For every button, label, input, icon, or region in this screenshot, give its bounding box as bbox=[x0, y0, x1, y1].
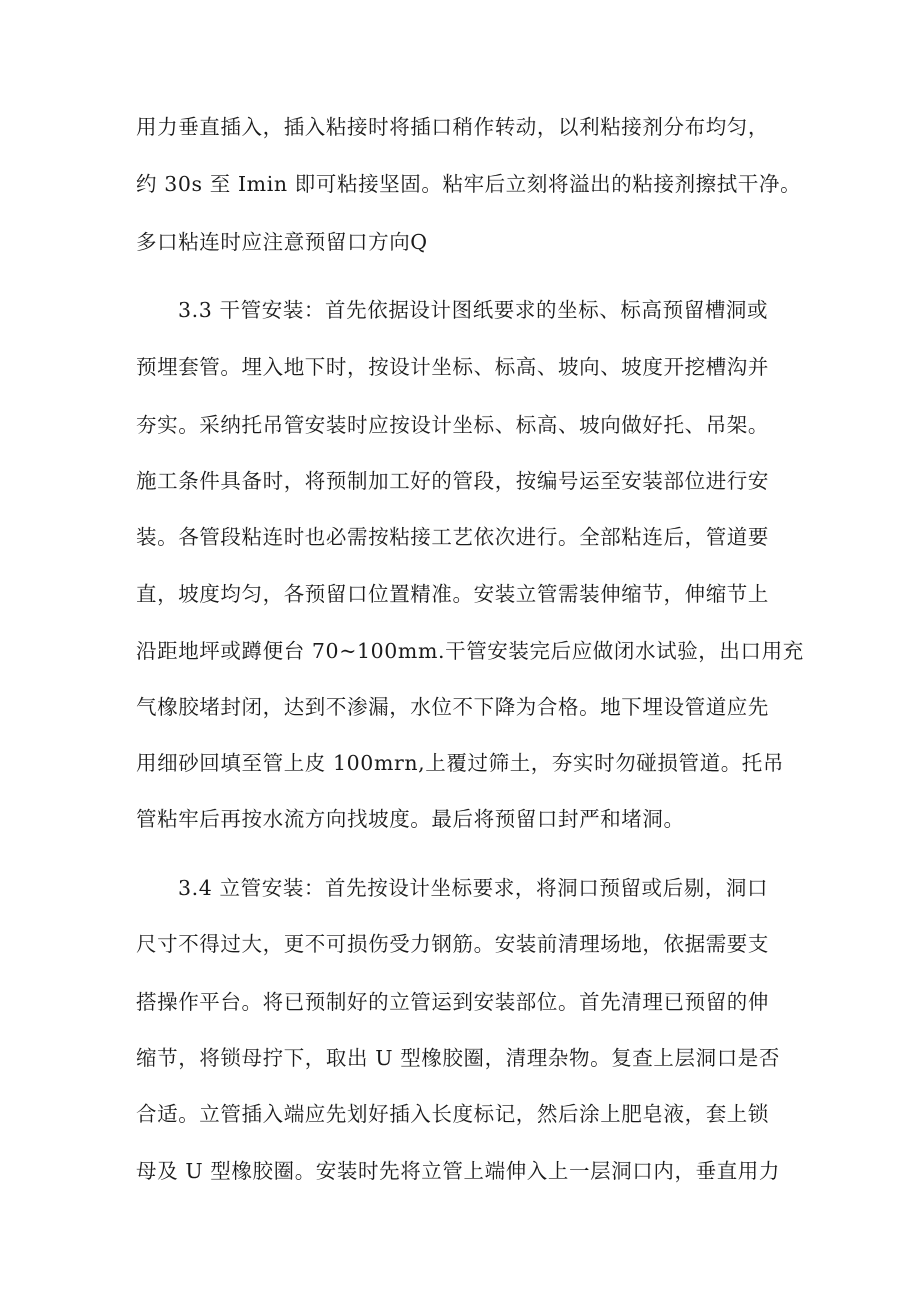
text-line: 管粘牢后再按水流方向找坡度。最后将预留口封严和堵洞。 bbox=[136, 807, 685, 831]
text-line: 直，坡度均匀，各预留口位置精准。安装立管需装伸缩节，伸缩节上 bbox=[136, 582, 769, 606]
text-line: 夯实。采纳托吊管安装时应按设计坐标、标高、坡向做好托、吊架。 bbox=[136, 413, 769, 437]
text-line: 气橡胶堵封闭，达到不渗漏，水位不下降为合格。地下埋设管道应先 bbox=[136, 695, 769, 719]
text-line: 用细砂回填至管上皮 100mrn,上覆过筛土，夯实时勿碰损管道。托吊 bbox=[136, 751, 785, 775]
text-line: 缩节，将锁母拧下，取出 U 型橡胶圈，清理杂物。复查上层洞口是否 bbox=[136, 1046, 781, 1070]
text-line: 多口粘连时应注意预留口方向Q bbox=[136, 230, 428, 254]
text-line: 沿距地坪或蹲便台 70~100mm.干管安装完后应做闭水试验，出口用充 bbox=[136, 639, 804, 663]
text-line: 用力垂直插入，插入粘接时将插口稍作转动，以利粘接剂分布均匀， bbox=[136, 115, 769, 139]
text-line: 3.4 立管安装：首先按设计坐标要求，将洞口预留或后剔，洞口 bbox=[178, 876, 769, 900]
text-line: 约 30s 至 Imin 即可粘接坚固。粘牢后立刻将溢出的粘接剂擦拭干净。 bbox=[136, 172, 802, 196]
text-line: 搭操作平台。将已预制好的立管运到安装部位。首先清理已预留的伸 bbox=[136, 990, 769, 1014]
text-line: 预埋套管。埋入地下时，按设计坐标、标高、坡向、坡度开挖槽沟并 bbox=[136, 355, 769, 379]
text-line: 装。各管段粘连时也必需按粘接工艺依次进行。全部粘连后，管道要 bbox=[136, 525, 769, 549]
text-line: 施工条件具备时，将预制加工好的管段，按编号运至安装部位进行安 bbox=[136, 469, 769, 493]
text-line: 尺寸不得过大，更不可损伤受力钢筋。安装前清理场地，依据需要支 bbox=[136, 932, 769, 956]
text-line: 合适。立管插入端应先划好插入长度标记，然后涂上肥皂液，套上锁 bbox=[136, 1102, 769, 1126]
text-line: 母及 U 型橡胶圈。安装时先将立管上端伸入上一层洞口内，垂直用力 bbox=[136, 1159, 781, 1183]
text-line: 3.3 干管安装：首先依据设计图纸要求的坐标、标高预留槽洞或 bbox=[178, 298, 769, 322]
